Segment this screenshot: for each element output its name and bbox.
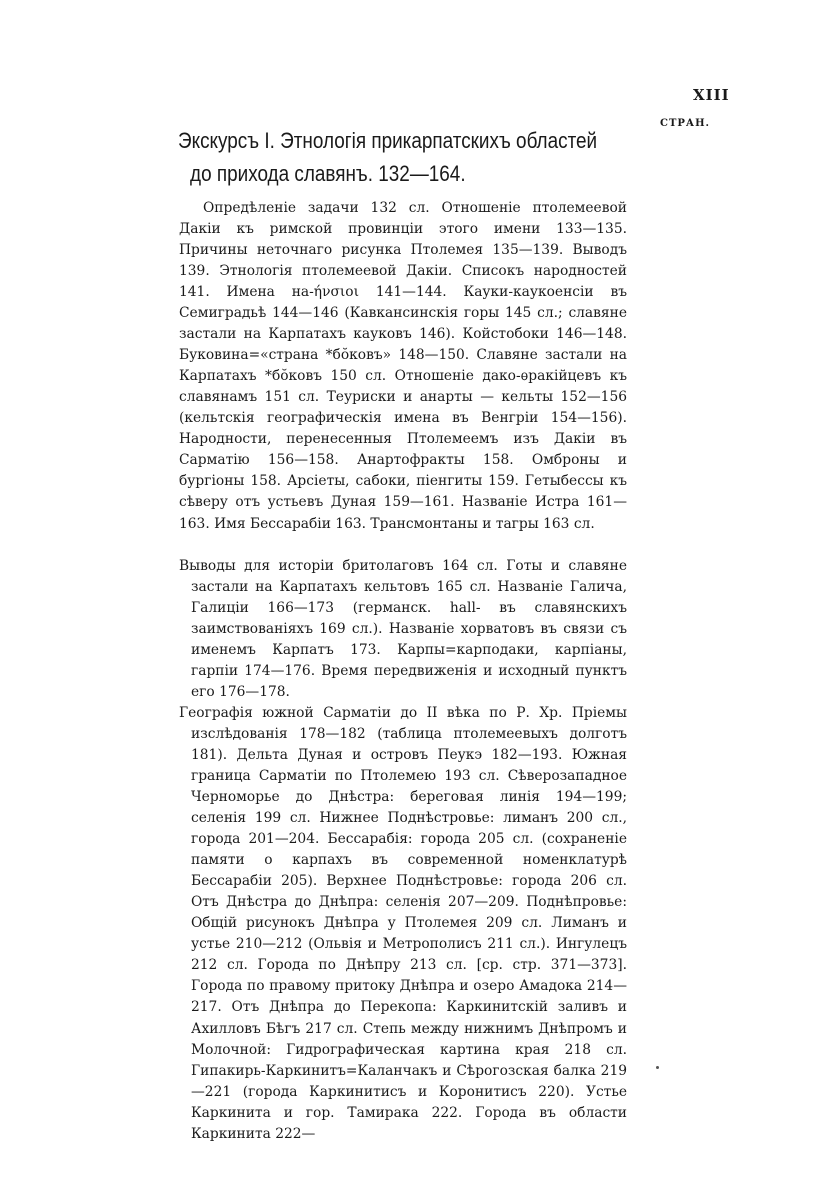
page-column-label: СТРАН. (660, 118, 710, 129)
section-heading-line-2: до прихода славянъ. 132—164. (190, 161, 466, 186)
paragraph-southern-sarmatia-geography: Географія южной Сарматіи до II вѣка по Р. Хр. Пріемы изслѣдованія 178—182 (таблица птолемеевыхъ долготъ 181). Дельта Дуная и островъ Пеукэ 182—193. Южная граница Сарматіи по Птолемею 193 сл. Сѣверозападное Черноморье до Днѣстра: береговая линія 194—199; селенія 199 сл. Нижнее Поднѣстровье: лиманъ 200 сл., города 201—204. Бессарабія: города 205 сл. (сохраненіе памяти о карпахъ въ современной номенклатурѣ Бессарабіи 205). Верхнее Поднѣстровье: города 206 сл. Отъ Днѣстра до Днѣпра: селенія 207—209. Поднѣпровье: Общій рисунокъ Днѣпра у Птолемея 209 сл. Лиманъ и устье 210—212 (Ольвія и Метрополисъ 211 сл.). Ингулецъ 212 сл. Города по Днѣпру 213 сл. [ср. стр. 371—373]. Города по правому притоку Днѣпра и озеро Амадока 214—217. Отъ Днѣпра до Перекопа: Каркинитскій заливъ и Ахилловъ Бѣгъ 217 сл. Степь между нижнимъ Днѣпромъ и Молочной: Гидрографическая картина края 218 сл. Гипакирь-Каркинитъ=Каланчакъ и Сѣрогозская балка 219—221 (города Каркинитисъ и Коронитисъ 220). Устье Каркинита и гор. Тамирака 222. Города въ области Каркинита 222— (179, 704, 627, 1142)
section-heading-line-1: Экскурсъ I. Этнологія прикарпатскихъ областей (178, 128, 598, 153)
stray-mark (656, 1066, 659, 1069)
page-number: XIII (693, 86, 730, 104)
section-heading (178, 124, 598, 190)
paragraph-dacia-ethnology: Опредѣленіе задачи 132 сл. Отношеніе птолемеевой Дакіи къ римской провинціи этого имени 133—135. Причины неточнаго рисунка Птолемея 135—139. Выводъ 139. Этнологія птолемеевой Дакіи. Списокъ народностей 141. Имена на-ήνσιοι 141—144. Кауки-каукоенсіи въ Семиградьѣ 144—146 (Кавкансинскія горы 145 сл.; славяне застали на Карпатахъ кауковъ 146). Койстобоки 146—148. Буковина=«страна *бŏковъ» 148—150. Славяне застали на Карпатахъ *бŏковъ 150 сл. Отношеніе дако-ѳракійцевъ къ славянамъ 151 сл. Теуриски и анарты — кельты 152—156 (кельтскія географическія имена въ Венгріи 154—156). Народности, перенесенныя Птолемеемъ изъ Дакіи въ Сарматію 156—158. Анартофракты 158. Омброны и бургіоны 158. Арсіеты, сабоки, піенгиты 159. Гетыбессы къ сѣверу отъ устьевъ Дуная 159—161. Названіе Истра 161—163. Имя Бессарабіи 163. Трансмонтаны и тагры 163 сл. (179, 199, 627, 532)
paragraph-britolagi-conclusions: Выводы для исторіи бритолаговъ 164 сл. Готы и славяне застали на Карпатахъ кельтовъ 165 сл. Названіе Галича, Галиціи 166—173 (германск. hall- въ славянскихъ заимствованіяхъ 169 сл.). Названіе хорватовъ въ связи съ именемъ Карпатъ 173. Карпы=карподаки, карпіаны, гарпіи 174—176. Время передвиженія и исходный пунктъ его 176—178. (179, 557, 627, 701)
